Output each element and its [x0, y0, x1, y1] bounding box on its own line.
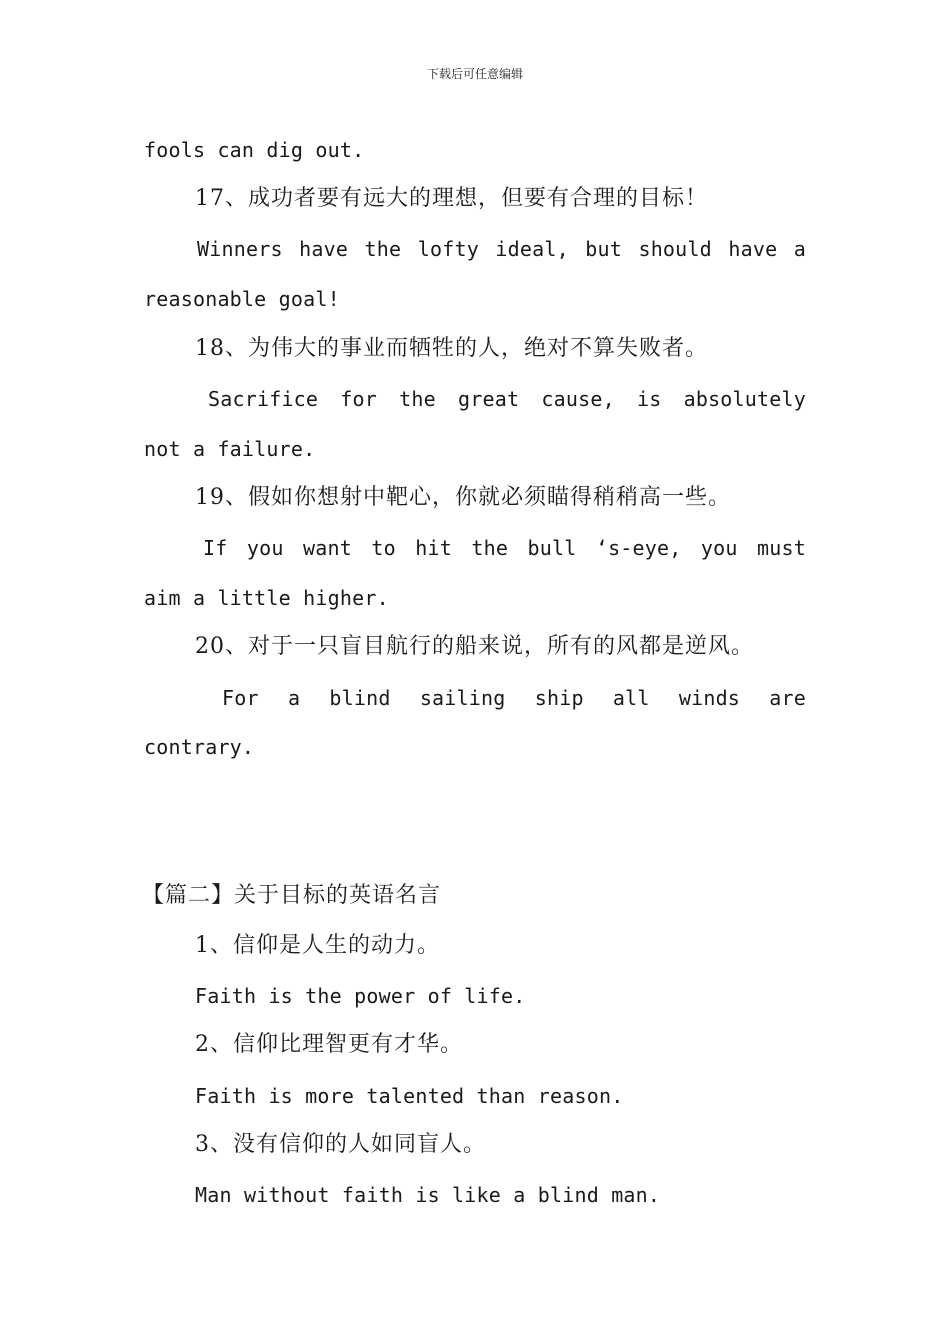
page-header: 下载后可任意编辑	[426, 67, 523, 81]
quote-chinese: 3、没有信仰的人如同盲人。	[195, 1132, 486, 1157]
quote-english: Faith is more talented than reason.	[195, 1084, 624, 1108]
quote-english: Faith is the power of life.	[195, 984, 526, 1008]
quote-chinese: 2、信仰比理智更有才华。	[195, 1032, 463, 1057]
quote-chinese: 19、假如你想射中靶心，你就必须瞄得稍稍高一些。	[195, 485, 731, 510]
quote-english: If you want to hit the bull ‘s-eye, you must	[203, 536, 806, 560]
text-line: fools can dig out.	[144, 138, 365, 162]
quote-chinese: 20、对于一只盲目航行的船来说，所有的风都是逆风。	[195, 634, 754, 659]
quote-english-cont: contrary.	[144, 735, 255, 759]
quote-english: For a blind sailing ship all winds are	[222, 686, 806, 710]
quote-english-cont: reasonable goal!	[144, 287, 340, 311]
quote-chinese: 1、信仰是人生的动力。	[195, 933, 440, 958]
quote-chinese: 18、为伟大的事业而牺牲的人，绝对不算失败者。	[195, 336, 708, 361]
quote-english: Sacrifice for the great cause, is absolutely	[208, 387, 806, 411]
section-heading: 【篇二】关于目标的英语名言	[142, 883, 442, 908]
quote-english-cont: not a failure.	[144, 437, 316, 461]
quote-english: Man without faith is like a blind man.	[195, 1183, 661, 1207]
quote-chinese: 17、成功者要有远大的理想，但要有合理的目标！	[195, 186, 708, 211]
quote-english-cont: aim a little higher.	[144, 586, 389, 610]
quote-english: Winners have the lofty ideal, but should have a	[197, 237, 806, 261]
